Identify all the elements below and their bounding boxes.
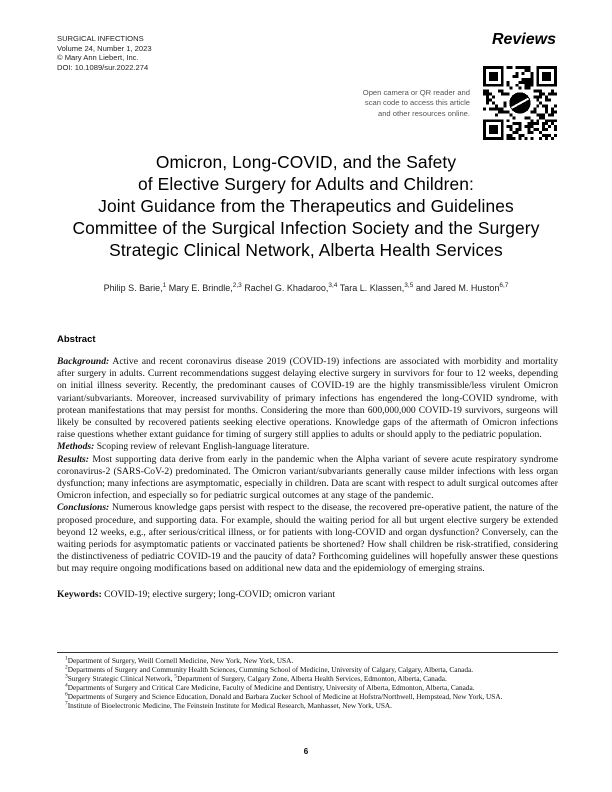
qr-code-icon: [483, 66, 557, 140]
author: and Jared M. Huston: [413, 283, 500, 293]
author-list: Philip S. Barie,$^1$ Mary E. Brindle,$^{2,3}$ Rachel G. Khadaroo,$^{3,4}$ Tara L. Klassen,$^{3,5}$ and Jared M. Huston$^{6,7}$: [103, 282, 509, 293]
journal-name: SURGICAL INFECTIONS: [57, 34, 144, 43]
abstract-paragraph-conclusions: Conclusions: Numerous knowledge gaps persist with respect to the disease, the recovered pre-operative patient, the nature of the proposed procedure, and supporting data. For example, should the waiting period for all but urgent elective surgery be extended beyond 12 weeks, e.g., after serious/critical illness, or for patients with long-COVID and organ dysfunction? Conversely, can the waiting periods for asymptomatic patients or vaccinated patients be shortened? How shall children be risk-stratified, considering the distinctiveness of pediatric COVID-19 and the paucity of data? Forthcoming guidelines will hopefully answer these questions but may require ongoing modifications based on additional new data and the epidemiology of emerging strains.: [57, 502, 558, 575]
footnote: $^2$Departments of Surgery and Community Health Sciences, Cumming School of Medicine, University of Calgary, Calgary, Alberta, Canada.: [65, 664, 474, 674]
abstract-paragraph-background: Background: Active and recent coronavirus disease 2019 (COVID-19) infections are associated with morbidity and mortality after surgery in adults. Current recommendations suggest delaying elective surgery in survivors for four to 12 weeks, depending on initial illness severity. Recently, the predominant causes of COVID-19 are the highly transmissible/less virulent Omicron variant/subvariants. Moreover, increased survivability of primary infections has engendered the long-COVID syndrome, with protean manifestations that may persist for months. Considering the more than 600,000,000 COVID-19 survivors, surgeons will likely be consulted by recovered patients seeking elective operations. Knowledge gaps of the aftermath of Omicron infections raise questions whether extant guidance for timing of surgery still applies to adults or should apply to the pediatric population.: [57, 356, 558, 441]
keywords-line: Keywords: COVID-19; elective surgery; long-COVID; omicron variant: [57, 588, 335, 600]
article-title: Omicron, Long-COVID, and the Safety of Elective Surgery for Adults and Children: Joint Guidance from the Therapeutics and Guidelines Committee of the Surgical Infection Society and the Surgery Strategic Clinical Network, Alberta Health Services: [72, 152, 540, 260]
footnote: $^3$Surgery Strategic Clinical Network, $^5$Department of Surgery, Calgary Zone, Alberta Health Services, Edmonton, Alberta, Canada.: [65, 673, 447, 683]
abstract-paragraph-methods: Methods: Scoping review of relevant English-language literature.: [57, 441, 310, 453]
journal-volume: Volume 24, Number 1, 2023: [57, 43, 152, 53]
abstract-paragraph-results: Results: Most supporting data derive from early in the pandemic when the Alpha variant of severe acute respiratory syndrome coronavirus-2 (SARS-CoV-2) predominated. The Omicron variant/subvariants generally cause milder infections with less organ dysfunction; many infections are asymptomatic, especially in children. Data are scant with respect to adult surgical outcomes after Omicron infection, and especially so for pediatric surgical outcomes at any stage of the pandemic.: [57, 453, 558, 502]
journal-header: [57, 34, 152, 72]
journal-doi: DOI: 10.1089/sur.2022.274: [57, 62, 149, 72]
affiliation-footnotes: [57, 657, 558, 710]
footnote: $^6$Departments of Surgery and Science Education, Donald and Barbara Zucker School of Medicine at Hofstra/Northwell, Hempstead, New York, USA.: [65, 691, 503, 701]
footnote: $^7$Institute of Bioelectronic Medicine, The Feinstein Institute for Medical Research, Manhasset, New York, USA.: [65, 700, 393, 710]
footnote: $^1$Department of Surgery, Weill Cornell Medicine, New York, New York, USA.: [65, 655, 294, 665]
section-label-reviews: Reviews: [491, 31, 556, 48]
abstract-heading: Abstract: [57, 334, 96, 345]
qr-caption: Open camera or QR reader and scan code to access this article and other resources online.: [362, 88, 470, 118]
author: Mary E. Brindle,: [166, 283, 233, 293]
footnote: $^4$Departments of Surgery and Critical Care Medicine, Faculty of Medicine and Dentistry, University of Alberta, Edmonton, Alberta, Canada.: [65, 682, 475, 692]
journal-publisher: © Mary Ann Liebert, Inc.: [57, 53, 139, 63]
author: Rachel G. Khadaroo,: [241, 283, 329, 293]
abstract-body: [57, 356, 558, 601]
author: Philip S. Barie,: [103, 283, 163, 293]
author: Tara L. Klassen,: [337, 283, 405, 293]
footnote-divider: [57, 652, 558, 653]
page-number: 6: [303, 747, 309, 756]
